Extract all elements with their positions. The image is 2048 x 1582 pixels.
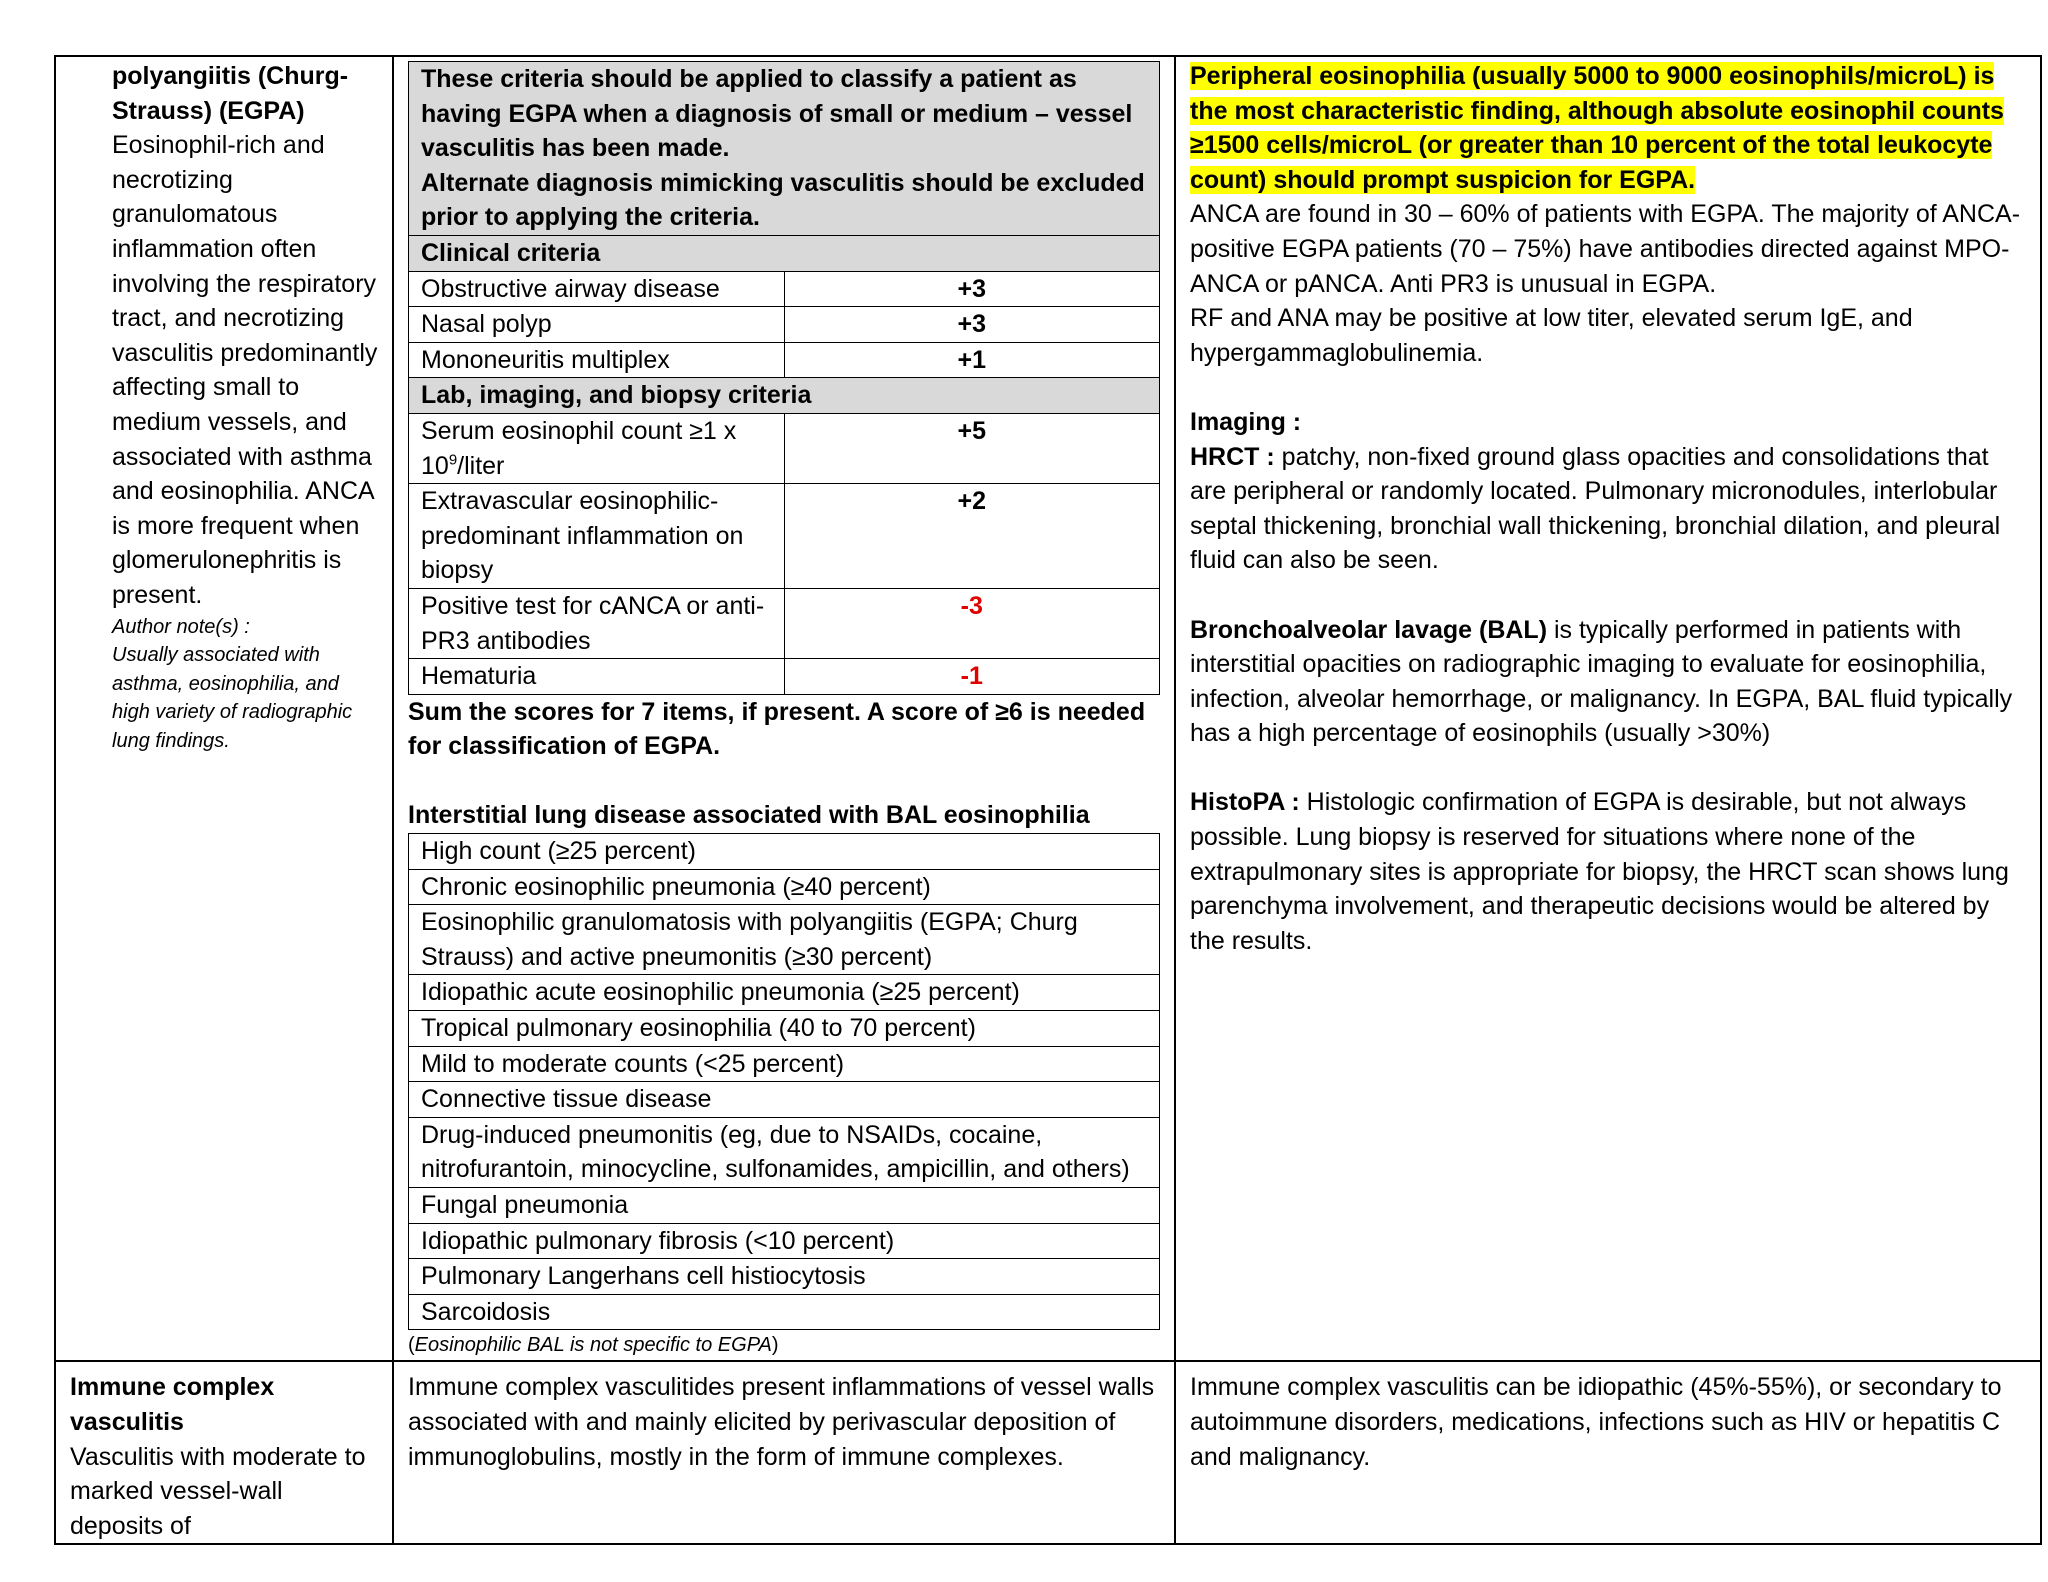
histopa-text: Histologic confirmation of EGPA is desirable, but not always possible. Lung biopsy is reserved for situations where none of the extrapulmonary sites is appropriate for biopsy, the HRCT scan shows lung parenchyma involvement, and therapeutic decisions would be altered by the results. <box>1190 788 2009 955</box>
table-row <box>409 307 1160 343</box>
bal-eosinophilia-table <box>408 833 1160 1330</box>
anca-paragraph: ANCA are found in 30 – 60% of patients with EGPA. The majority of ANCA-positive EGPA patients (70 – 75%) have antibodies directed against MPO-ANCA or pANCA. Anti PR3 is unusual in EGPA. <box>1190 200 2021 298</box>
list-item <box>409 1011 1160 1047</box>
immune-complex-etiology: Immune complex vasculitis can be idiopathic (45%-55%), or secondary to autoimmune disorders, medications, infections such as HIV or hepatitis C and malignancy. <box>1190 1373 2002 1471</box>
list-item <box>409 1259 1160 1295</box>
criterion-label: Mononeuritis multiplex <box>409 342 785 378</box>
table-row <box>409 484 1160 589</box>
bal-item: Drug-induced pneumonitis (eg, due to NSAIDs, cocaine, nitrofurantoin, minocycline, sulfonamides, ampicillin, and others) <box>409 1117 1160 1187</box>
paren-open: ( <box>408 1334 415 1357</box>
author-note-label: Author note(s) : <box>112 615 250 638</box>
egpa-title: polyangiitis (Churg-Strauss) (EGPA) <box>112 62 349 125</box>
bal-item: Idiopathic acute eosinophilic pneumonia (≥25 percent) <box>409 975 1160 1011</box>
immune-complex-name-cell <box>55 1361 393 1544</box>
bal-table-title: Interstitial lung disease associated with BAL eosinophilia <box>408 801 1090 830</box>
immune-complex-definition: Immune complex vasculitides present inflammations of vessel walls associated with and mainly elicited by perivascular deposition of immunoglobulins, mostly in the form of immune complexes. <box>408 1373 1155 1471</box>
highlighted-text: Peripheral eosinophilia (usually 5000 to 9000 eosinophils/microL) is the most characteristic finding, although absolute eosinophil counts ≥1500 cells/microL (or greater than 10 percent of the total leukocyte count) should prompt suspicion for EGPA. <box>1190 62 2004 194</box>
eosinophilia-highlight <box>1190 59 2030 197</box>
list-item <box>409 1188 1160 1224</box>
criterion-score-negative: -1 <box>784 659 1160 695</box>
table-row <box>409 659 1160 695</box>
bal-item: Fungal pneumonia <box>409 1188 1160 1224</box>
egpa-name-cell <box>55 56 393 1361</box>
imaging-label: Imaging : <box>1190 407 1302 436</box>
clinical-criteria-header <box>409 235 1160 271</box>
criterion-label: Extravascular eosinophilic-predominant inflammation on biopsy <box>409 484 785 589</box>
bal-item: Chronic eosinophilic pneumonia (≥40 percent) <box>409 869 1160 905</box>
criterion-label: Obstructive airway disease <box>409 271 785 307</box>
bal-item: Tropical pulmonary eosinophilia (40 to 70 percent) <box>409 1011 1160 1047</box>
immune-complex-description: Vasculitis with moderate to marked vessel-wall deposits of <box>70 1442 366 1540</box>
document-page <box>54 55 2034 1545</box>
immune-complex-title: Immune complex vasculitis <box>70 1373 275 1436</box>
vasculitis-table <box>54 55 2042 1545</box>
immune-complex-etiology-cell <box>1175 1361 2041 1544</box>
hrct-label: HRCT : <box>1190 442 1275 471</box>
criterion-score: +2 <box>784 484 1160 589</box>
lab-criteria-title: Lab, imaging, and biopsy criteria <box>409 378 1160 414</box>
criterion-label: Nasal polyp <box>409 307 785 343</box>
list-item <box>409 1223 1160 1259</box>
list-item <box>409 905 1160 975</box>
bal-footnote <box>408 1330 1162 1360</box>
bal-item: Mild to moderate counts (<25 percent) <box>409 1046 1160 1082</box>
egpa-description: Eosinophil-rich and necrotizing granulomatous inflammation often involving the respiratory tract, and necrotizing vasculitis predominantly affecting small to medium vessels, and associated with asthma and eosinophilia. ANCA is more frequent when glomerulonephritis is present. <box>112 131 378 609</box>
criterion-label-text: Serum eosinophil count ≥1 x 10 <box>421 416 737 480</box>
histopa-label: HistoPA : <box>1190 788 1300 817</box>
egpa-criteria-cell <box>393 56 1175 1361</box>
list-item <box>409 1117 1160 1187</box>
criteria-intro-2: Alternate diagnosis mimicking vasculitis should be excluded prior to applying the criteria. <box>421 168 1145 232</box>
table-row-immune-complex <box>55 1361 2041 1544</box>
bal-item: Eosinophilic granulomatosis with polyangiitis (EGPA; Churg Strauss) and active pneumonitis (≥30 percent) <box>409 905 1160 975</box>
criterion-score: +1 <box>784 342 1160 378</box>
table-row <box>409 271 1160 307</box>
bal-footnote-text: Eosinophilic BAL is not specific to EGPA <box>414 1334 772 1357</box>
list-item <box>409 1082 1160 1118</box>
bal-text: is typically performed in patients with interstitial opacities on radiographic imaging to evaluate for eosinophilia, infection, alveolar hemorrhage, or malignancy. In EGPA, BAL fluid typically has a high percentage of eosinophils (usually >30%) <box>1190 615 2013 748</box>
criterion-label <box>409 413 785 483</box>
bal-label: Bronchoalveolar lavage (BAL) <box>1190 615 1548 644</box>
bal-item: Connective tissue disease <box>409 1082 1160 1118</box>
criteria-intro-1: These criteria should be applied to classify a patient as having EGPA when a diagnosis of small or medium – vessel vasculitis has been made. <box>421 65 1133 163</box>
criterion-label: Positive test for cANCA or anti-PR3 antibodies <box>409 588 785 658</box>
clinical-criteria-title: Clinical criteria <box>409 235 1160 271</box>
bal-item: Pulmonary Langerhans cell histiocytosis <box>409 1259 1160 1295</box>
lab-criteria-header <box>409 378 1160 414</box>
score-sum-note: Sum the scores for 7 items, if present. A score of ≥6 is needed for classification of EGPA. <box>408 697 1146 761</box>
list-item <box>409 869 1160 905</box>
immune-complex-definition-cell <box>393 1361 1175 1544</box>
list-item <box>409 834 1160 870</box>
superscript: 9 <box>448 451 458 469</box>
criterion-score: +5 <box>784 413 1160 483</box>
criterion-label-unit: /liter <box>457 451 505 480</box>
criterion-score: +3 <box>784 307 1160 343</box>
criterion-score-negative: -3 <box>784 588 1160 658</box>
criterion-score: +3 <box>784 271 1160 307</box>
criterion-label: Hematuria <box>409 659 785 695</box>
table-row <box>409 588 1160 658</box>
histopa-paragraph <box>1190 785 2030 958</box>
hrct-text: patchy, non-fixed ground glass opacities and consolidations that are peripheral or randomly located. Pulmonary micronodules, interlobular septal thickening, bronchial wall thickening, bronchial dilation, and pleural fluid can also be seen. <box>1190 442 2001 575</box>
list-item <box>409 1046 1160 1082</box>
bal-item: High count (≥25 percent) <box>409 834 1160 870</box>
egpa-findings-cell <box>1175 56 2041 1361</box>
rf-paragraph: RF and ANA may be positive at low titer, elevated serum IgE, and hypergammaglobulinemia. <box>1190 304 1913 367</box>
hrct-paragraph <box>1190 440 2030 578</box>
author-note: Usually associated with asthma, eosinophilia, and high variety of radiographic lung findings. <box>112 644 353 752</box>
list-item <box>409 975 1160 1011</box>
bal-paragraph <box>1190 613 2030 751</box>
table-row-egpa <box>55 56 2041 1361</box>
criteria-intro-row <box>409 62 1160 236</box>
paren-close: ) <box>771 1334 779 1357</box>
bal-item: Sarcoidosis <box>409 1294 1160 1330</box>
list-item <box>409 1294 1160 1330</box>
table-row <box>409 413 1160 483</box>
table-row <box>409 342 1160 378</box>
bal-item: Idiopathic pulmonary fibrosis (<10 percent) <box>409 1223 1160 1259</box>
classification-criteria-table <box>408 61 1160 695</box>
